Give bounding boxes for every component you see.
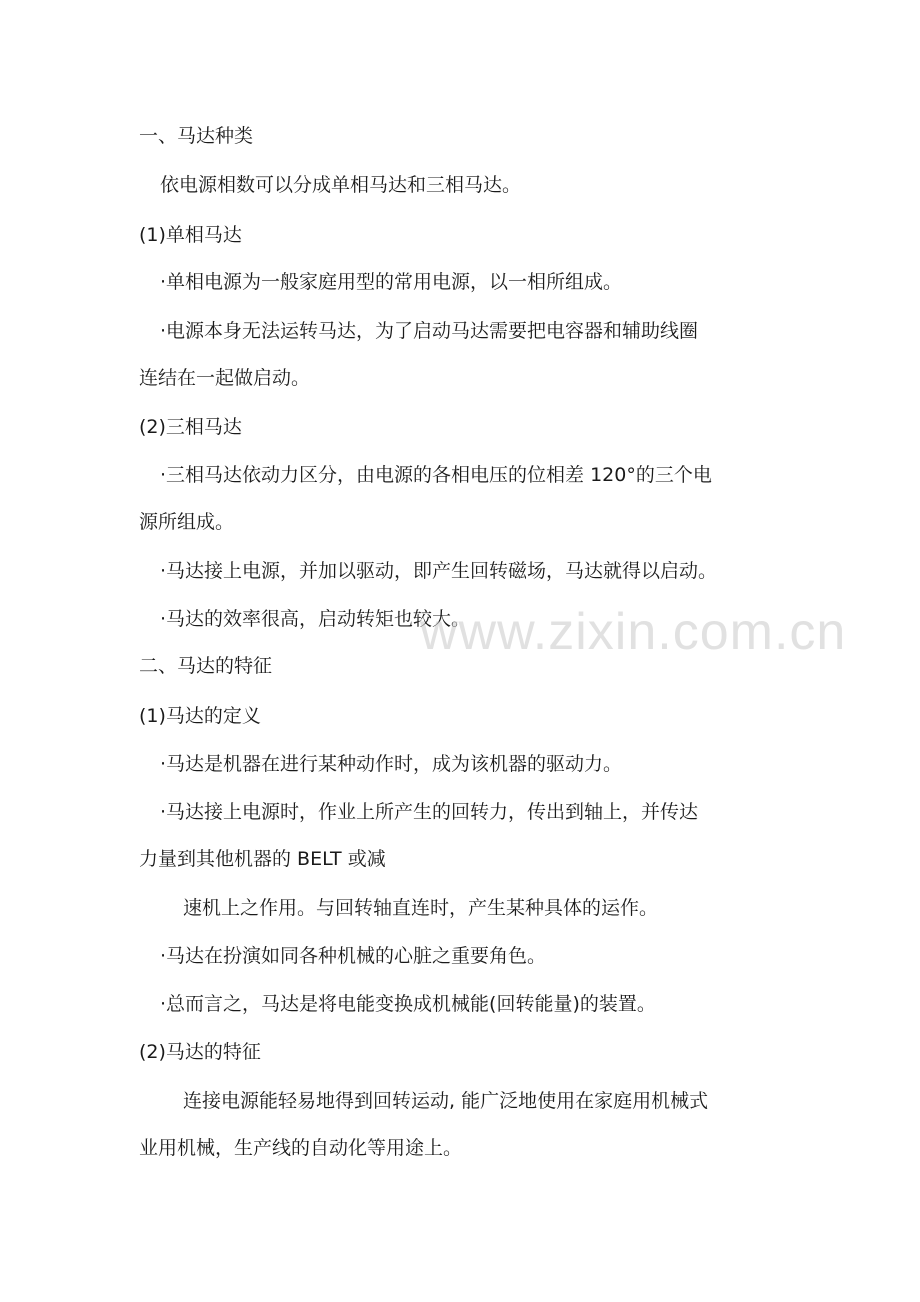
subheading-three-phase: (2)三相马达 [139,416,242,438]
bullet-line: ·三相马达依动力区分，由电源的各相电压的位相差 120°的三个电 [160,464,712,486]
bullet-line: ·电源本身无法运转马达，为了启动马达需要把电容器和辅助线圈 [160,320,699,342]
bullet-line: ·单相电源为一般家庭用型的常用电源，以一相所组成。 [160,271,623,293]
bullet-line: ·马达的效率很高，启动转矩也较大。 [160,608,471,630]
bullet-line: ·总而言之，马达是将电能变换成机械能(回转能量)的装置。 [160,993,656,1015]
subheading-features: (2)马达的特征 [139,1041,261,1063]
heading-motor-features: 二、马达的特征 [139,655,273,677]
paragraph-line: 业用机械，生产线的自动化等用途上。 [139,1137,463,1159]
bullet-line: ·马达接上电源，并加以驱动，即产生回转磁场，马达就得以启动。 [160,560,718,582]
paragraph-line: 力量到其他机器的 BELT 或减 [139,848,386,870]
subheading-single-phase: (1)单相马达 [139,224,242,246]
bullet-line: ·马达接上电源时，作业上所产生的回转力，传出到轴上，并传达 [160,801,699,823]
watermark-text: www.zixin.com.cn [420,603,847,661]
paragraph-line: 连接电源能轻易地得到回转运动, 能广泛地使用在家庭用机械式 [183,1090,709,1112]
heading-motor-types: 一、马达种类 [139,125,254,147]
paragraph-line: 连结在一起做启动。 [139,367,311,389]
subheading-definition: (1)马达的定义 [139,705,261,727]
paragraph-line: 依电源相数可以分成单相马达和三相马达。 [160,174,522,196]
paragraph-line: 源所组成。 [139,511,235,533]
bullet-line: ·马达是机器在进行某种动作时，成为该机器的驱动力。 [160,753,623,775]
paragraph-line: 速机上之作用。与回转轴直连时，产生某种具体的运作。 [183,897,659,919]
bullet-line: ·马达在扮演如同各种机械的心脏之重要角色。 [160,945,547,967]
